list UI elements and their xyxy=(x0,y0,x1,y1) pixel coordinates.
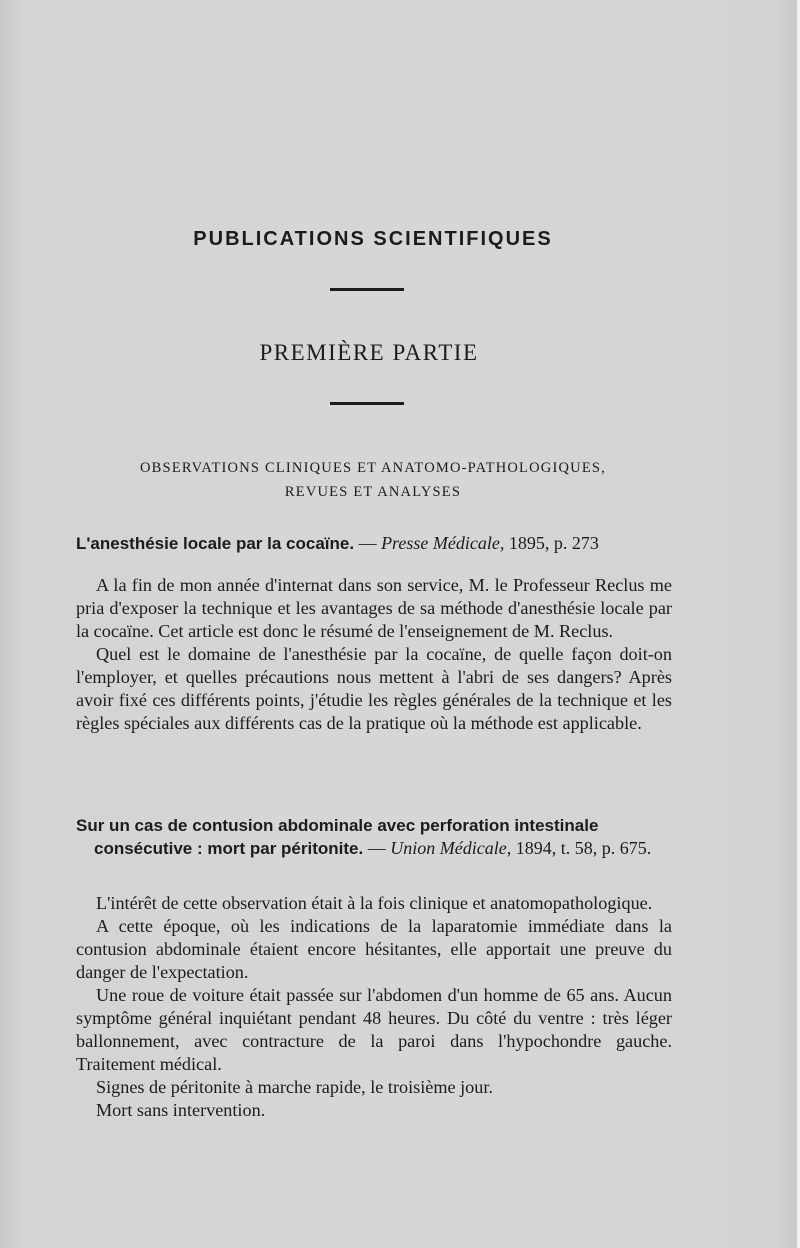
divider-rule xyxy=(330,288,404,291)
divider-rule xyxy=(330,402,404,405)
article-title xyxy=(76,532,676,555)
article-title-text: Sur un cas de contusion abdominale avec perforation intestinale consécutive : mort par péritonite. xyxy=(76,816,599,858)
journal-name: Union Médicale, xyxy=(390,838,512,858)
part-title: PREMIÈRE PARTIE xyxy=(259,340,479,365)
section-title-line1: OBSERVATIONS CLINIQUES ET ANATOMO-PATHOLOGIQUES, xyxy=(140,460,606,476)
page-heading: PUBLICATIONS SCIENTIFIQUES xyxy=(193,228,553,250)
paragraph: Une roue de voiture était passée sur l'abdomen d'un homme de 65 ans. Aucun symptôme général inquiétant pendant 48 heures. Du côté du ventre : très léger ballonnement, avec contracture de la paroi dans l'hypochondre gauche. Traitement médical. xyxy=(76,985,672,1074)
paragraph: Signes de péritonite à marche rapide, le troisième jour. xyxy=(96,1077,493,1097)
paragraph: L'intérêt de cette observation était à la fois clinique et anatomopathologique. xyxy=(96,893,653,913)
title-dash: — xyxy=(354,533,382,553)
article-title-text: L'anesthésie locale par la cocaïne. xyxy=(76,534,355,553)
article-body xyxy=(76,574,672,735)
journal-reference: 1895, p. 273 xyxy=(504,533,599,553)
paragraph: Quel est le domaine de l'anesthésie par la cocaïne, de quelle façon doit-on l'employer, et quelles précautions nous mettent à l'abri de ses dangers? Après avoir fixé ces différents points, j'étudie les règles générales de la technique et les règles spéciales aux différents cas de la pratique où la méthode est applicable. xyxy=(76,644,672,733)
journal-reference: 1894, t. 58, p. 675. xyxy=(511,838,652,858)
section-title-line2: REVUES ET ANALYSES xyxy=(284,484,462,500)
journal-name: Presse Médicale, xyxy=(381,533,505,553)
article-body xyxy=(76,892,672,1122)
title-dash: — xyxy=(363,838,391,858)
article-title xyxy=(76,814,694,860)
paragraph: A la fin de mon année d'internat dans son service, M. le Professeur Reclus me pria d'exposer la technique et les avantages de sa méthode d'anesthésie locale par la cocaïne. Cet article est donc le résumé de l'enseignement de M. Reclus. xyxy=(76,575,672,641)
paragraph: A cette époque, où les indications de la laparatomie immédiate dans la contusion abdominale étaient encore hésitantes, elle apportait une preuve du danger de l'expectation. xyxy=(76,916,672,982)
paragraph: Mort sans intervention. xyxy=(96,1100,266,1120)
